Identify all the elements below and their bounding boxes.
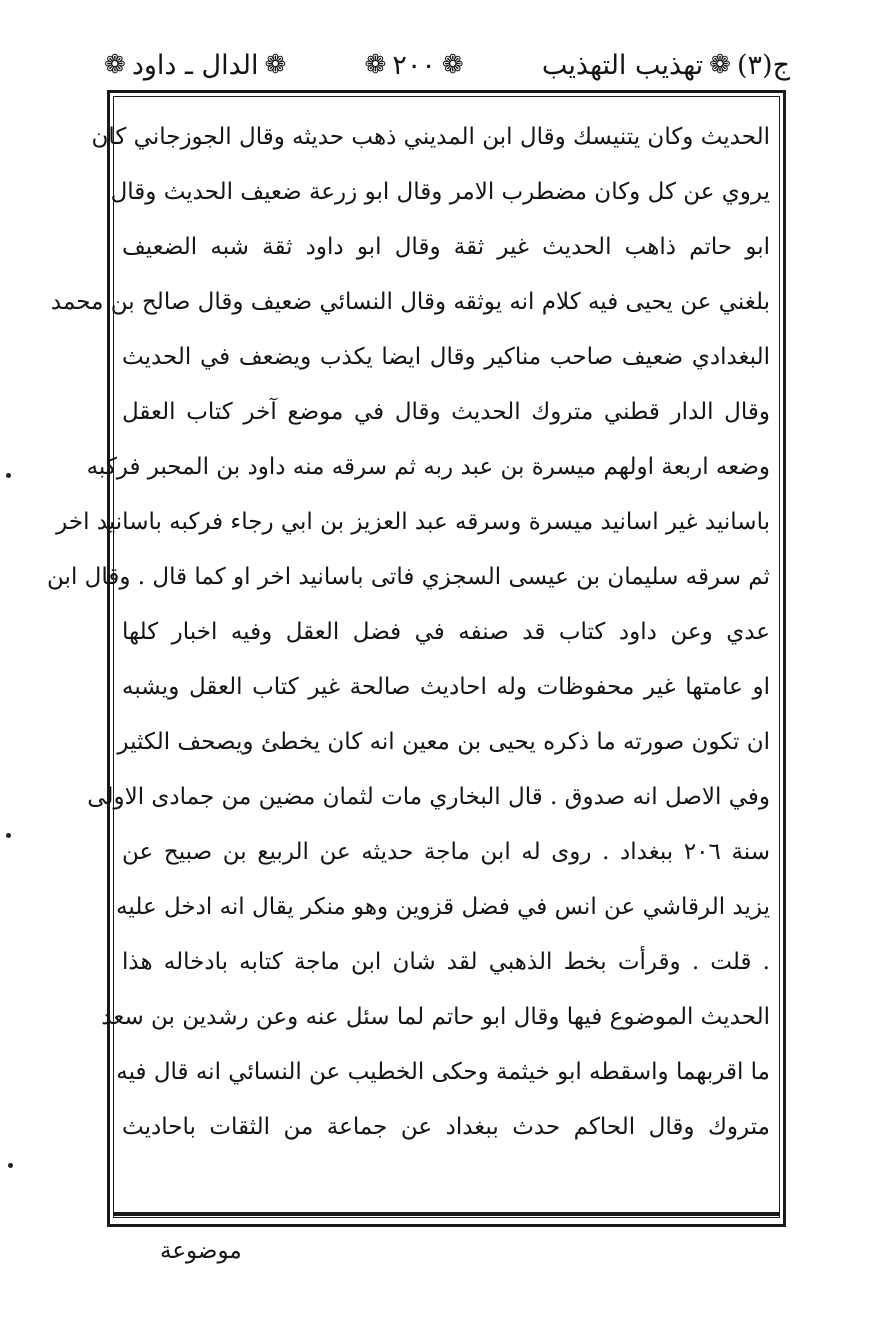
flower-ornament-icon: ❁ (441, 50, 464, 80)
text-line: سنة ٢٠٦ ببغداد . روى له ابن ماجة حديثه عن الربيع بن صبيح عن (122, 839, 770, 865)
flower-ornament-icon: ❁ (709, 50, 731, 80)
text-line: باسانيد غير اسانيد ميسرة وسرقه عبد العزيز بن ابي رجاء فركبه باسانيد اخر (56, 509, 770, 535)
section-title: الدال ـ داود (131, 49, 259, 81)
frame-bottom-rule (113, 1212, 780, 1216)
text-line: ابو حاتم ذاهب الحديث غير ثقة وقال ابو داود ثقة شبه الضعيف (122, 234, 770, 260)
running-head-left (104, 50, 286, 81)
text-line: ما اقربهما واسقطه ابو خيثمة وحكى الخطيب عن النسائي انه قال فيه (116, 1059, 770, 1085)
text-line: الحديث وكان يتنيسك وقال ابن المديني ذهب حديثه وقال الجوزجاني كان (91, 124, 770, 150)
scan-speck (6, 473, 11, 478)
text-line: او عامتها غير محفوظات وله احاديث صالحة غير كتاب العقل ويشبه (122, 674, 770, 700)
text-line: ثم سرقه سليمان بن عيسى السجزي فاتى باسانيد اخر او كما قال . وقال ابن (47, 564, 770, 590)
text-line: ان تكون صورته ما ذكره يحيى بن معين انه كان يخطئ ويصحف الكثير (117, 729, 770, 755)
catchword: موضوعة (160, 1238, 242, 1264)
text-line: عدي وعن داود كتاب قد صنفه في فضل العقل وفيه اخبار كلها (122, 619, 770, 645)
page-number: ٢٠٠ (392, 49, 436, 81)
running-head-center (365, 50, 464, 81)
text-line: البغدادي ضعيف صاحب مناكير وقال ايضا يكذب ويضعف في الحديث (122, 344, 770, 370)
running-head (104, 40, 790, 90)
book-title: تهذيب التهذيب (541, 49, 704, 81)
text-line: يزيد الرقاشي عن انس في فضل قزوين وهو منكر يقال انه ادخل عليه (116, 894, 770, 920)
body-text (47, 110, 770, 1210)
flower-ornament-icon: ❁ (364, 50, 387, 80)
text-line: وقال الدار قطني متروك الحديث وقال في موضع آخر كتاب العقل (122, 399, 770, 425)
text-line: بلغني عن يحيى فيه كلام انه يوثقه وقال النسائي ضعيف وقال صالح بن محمد (50, 289, 770, 315)
volume-number: ج(٣) (736, 49, 790, 81)
running-head-right (542, 50, 790, 81)
text-line: . قلت . وقرأت بخط الذهبي لقد شان ابن ماجة كتابه بادخاله هذا (122, 949, 770, 975)
text-line: الحديث الموضوع فيها وقال ابو حاتم لما سئل عنه وعن رشدين بن سعد (101, 1004, 770, 1030)
text-line: وفي الاصل انه صدوق . قال البخاري مات لثمان مضين من جمادى الاولى (87, 784, 770, 810)
text-line: متروك وقال الحاكم حدث ببغداد عن جماعة من الثقات باحاديث (122, 1114, 770, 1140)
scan-speck (6, 833, 11, 838)
flower-ornament-icon: ❁ (104, 50, 126, 80)
text-line: يروي عن كل وكان مضطرب الامر وقال ابو زرعة ضعيف الحديث وقال (110, 179, 770, 205)
flower-ornament-icon: ❁ (264, 50, 287, 80)
scan-speck (8, 1163, 13, 1168)
text-line: وضعه اربعة اولهم ميسرة بن عبد ربه ثم سرقه منه داود بن المحبر فركبه (86, 454, 770, 480)
